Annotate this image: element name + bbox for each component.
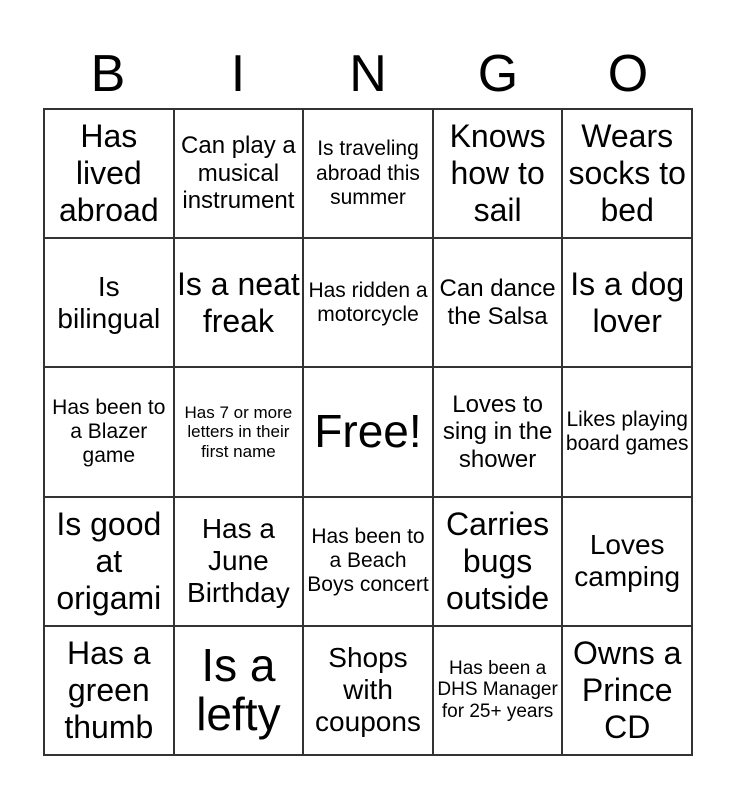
header-letter-o: O bbox=[607, 45, 649, 103]
bingo-cell[interactable] bbox=[303, 626, 433, 755]
bingo-cell[interactable] bbox=[174, 626, 304, 755]
bingo-cell[interactable] bbox=[44, 497, 174, 626]
cell-text: Is bilingual bbox=[57, 270, 161, 334]
cell-text: Knows how to sail bbox=[449, 118, 546, 228]
bingo-board bbox=[43, 108, 693, 756]
cell-text: Wears socks to bed bbox=[568, 118, 686, 228]
bingo-cell[interactable] bbox=[44, 626, 174, 755]
bingo-cell[interactable] bbox=[562, 497, 692, 626]
bingo-cell[interactable] bbox=[44, 109, 174, 238]
cell-text: Loves to sing in the shower bbox=[442, 390, 553, 473]
cell-text: Has been to a Beach Boys concert bbox=[307, 524, 429, 597]
bingo-cell[interactable] bbox=[562, 238, 692, 367]
cell-text: Is a dog lover bbox=[570, 265, 685, 339]
bingo-cell[interactable] bbox=[433, 626, 563, 755]
bingo-cell[interactable] bbox=[562, 626, 692, 755]
cell-text: Has a green thumb bbox=[64, 635, 154, 745]
bingo-cell[interactable] bbox=[433, 367, 563, 496]
bingo-cell[interactable] bbox=[174, 109, 304, 238]
header-letter-b: B bbox=[90, 45, 126, 103]
cell-text: Can play a musical instrument bbox=[181, 132, 296, 215]
header-letter-i: I bbox=[230, 45, 246, 103]
bingo-cell[interactable] bbox=[44, 367, 174, 496]
bingo-cell[interactable] bbox=[562, 367, 692, 496]
cell-text: Has a June Birthday bbox=[187, 512, 290, 609]
cell-text: Carries bugs outside bbox=[446, 506, 550, 616]
cell-text: Is traveling abroad this summer bbox=[316, 137, 420, 209]
bingo-cell[interactable] bbox=[303, 367, 433, 496]
cell-text: Can dance the Salsa bbox=[439, 275, 556, 330]
cell-text: Has 7 or more letters in their first name bbox=[184, 402, 293, 461]
bingo-cell[interactable] bbox=[44, 238, 174, 367]
cell-text: Has been to a Blazer game bbox=[52, 395, 166, 468]
header-letter-n: N bbox=[349, 45, 387, 103]
bingo-cell[interactable] bbox=[433, 497, 563, 626]
cell-text: Is good at origami bbox=[56, 506, 162, 616]
bingo-cell[interactable] bbox=[174, 497, 304, 626]
bingo-cell[interactable] bbox=[433, 238, 563, 367]
bingo-cell[interactable] bbox=[562, 109, 692, 238]
bingo-cell[interactable] bbox=[303, 238, 433, 367]
cell-text: Has ridden a motorcycle bbox=[308, 278, 428, 326]
cell-text: Is a neat freak bbox=[177, 265, 300, 339]
bingo-cell[interactable] bbox=[433, 109, 563, 238]
bingo-cell[interactable] bbox=[303, 109, 433, 238]
cell-text: Has been a DHS Manager for 25+ years bbox=[437, 657, 558, 723]
cell-text: Owns a Prince CD bbox=[572, 635, 682, 745]
header-letter-g: G bbox=[477, 45, 519, 103]
bingo-cell[interactable] bbox=[303, 497, 433, 626]
bingo-header bbox=[43, 40, 693, 108]
cell-text: Shops with coupons bbox=[315, 642, 421, 738]
cell-text: Has lived abroad bbox=[58, 118, 159, 228]
bingo-cell[interactable] bbox=[174, 238, 304, 367]
cell-text: Loves camping bbox=[574, 529, 681, 593]
cell-text: Likes playing board games bbox=[565, 407, 689, 455]
bingo-cell[interactable] bbox=[174, 367, 304, 496]
cell-text: Free! bbox=[314, 405, 422, 458]
cell-text: Is a lefty bbox=[196, 638, 281, 741]
